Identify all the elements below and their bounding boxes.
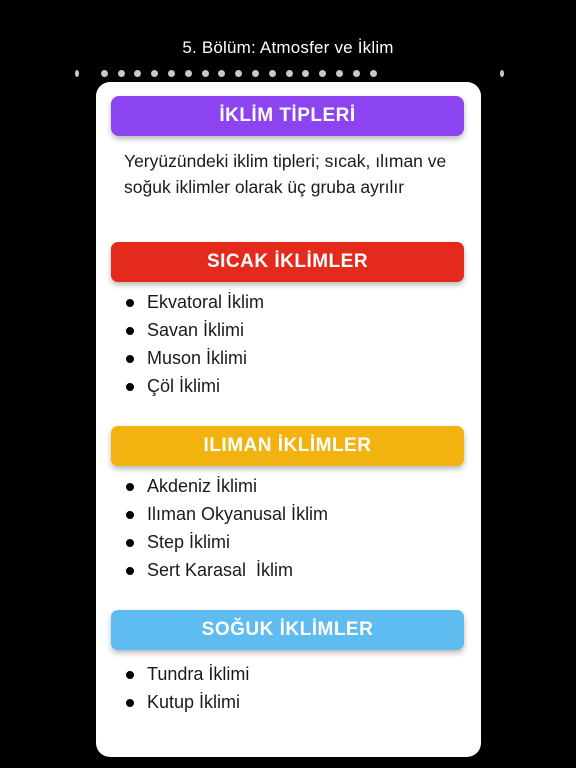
progress-dot <box>336 70 343 77</box>
progress-dots <box>72 70 504 80</box>
progress-dot <box>185 70 192 77</box>
progress-dot <box>235 70 242 77</box>
list-item: Ekvatoral İklim <box>124 288 264 316</box>
chapter-title: 5. Bölüm: Atmosfer ve İklim <box>182 38 394 57</box>
bullet-icon <box>126 327 134 335</box>
list-item: Akdeniz İklimi <box>124 472 328 500</box>
progress-dot <box>134 70 141 77</box>
section-header-mild: ILIMAN İKLİMLER <box>111 426 464 466</box>
list-item: Savan İklimi <box>124 316 264 344</box>
list-item: Kutup İklimi <box>124 688 249 716</box>
bullet-icon <box>126 299 134 307</box>
content-card <box>96 82 481 757</box>
list-item: Çöl İklimi <box>124 372 264 400</box>
list-item: Sert Karasal İklim <box>124 556 328 584</box>
section-header-hot: SICAK İKLİMLER <box>111 242 464 282</box>
progress-dot <box>101 70 108 77</box>
progress-dot <box>252 70 259 77</box>
list-hot-climates <box>124 288 264 400</box>
bullet-icon <box>126 511 134 519</box>
bullet-icon <box>126 699 134 707</box>
progress-dot <box>202 70 209 77</box>
intro-text: Yeryüzündeki iklim tipleri; sıcak, ılıman ve soğuk iklimler olarak üç gruba ayrılır <box>124 151 447 197</box>
progress-dot <box>370 70 377 77</box>
progress-dot <box>151 70 158 77</box>
progress-dot <box>302 70 309 77</box>
list-item: Muson İklimi <box>124 344 264 372</box>
progress-dot <box>269 70 276 77</box>
progress-dot <box>168 70 175 77</box>
bullet-icon <box>126 483 134 491</box>
progress-dot <box>319 70 326 77</box>
progress-dot <box>353 70 360 77</box>
list-cold-climates <box>124 660 249 716</box>
bullet-icon <box>126 539 134 547</box>
list-item: Ilıman Okyanusal İklim <box>124 500 328 528</box>
list-item: Tundra İklimi <box>124 660 249 688</box>
progress-dot <box>218 70 225 77</box>
progress-dot <box>286 70 293 77</box>
progress-dot <box>75 70 79 77</box>
list-mild-climates <box>124 472 328 584</box>
bullet-icon <box>126 355 134 363</box>
card-title-bar: İKLİM TİPLERİ <box>111 96 464 136</box>
bullet-icon <box>126 567 134 575</box>
bullet-icon <box>126 671 134 679</box>
bullet-icon <box>126 383 134 391</box>
section-header-cold: SOĞUK İKLİMLER <box>111 610 464 650</box>
progress-dot <box>500 70 504 77</box>
list-item: Step İklimi <box>124 528 328 556</box>
progress-dot <box>118 70 125 77</box>
